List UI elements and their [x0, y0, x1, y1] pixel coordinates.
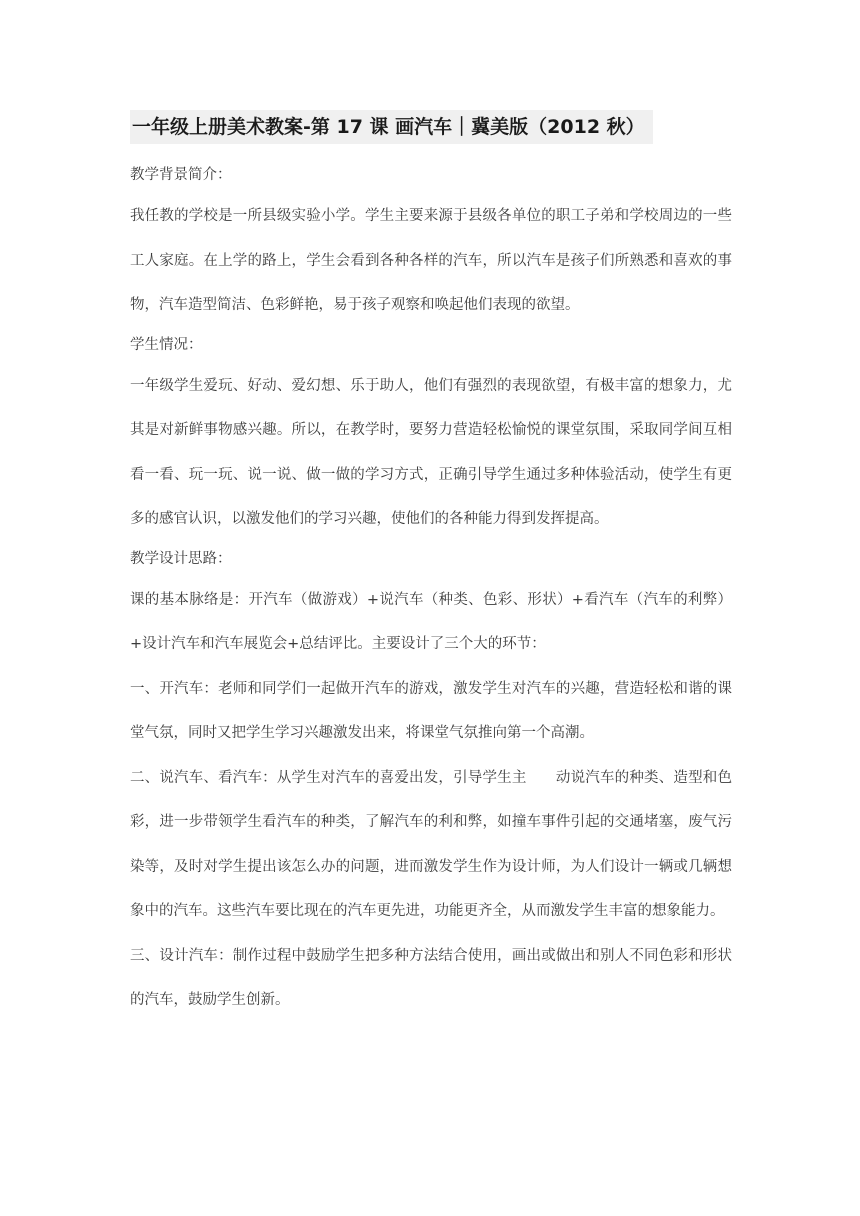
paragraph-design-outline: 课的基本脉络是：开汽车（做游戏）+说汽车（种类、色彩、形状）+看汽车（汽车的利弊）+设计汽车和汽车展览会+总结评比。主要设计了三个大的环节： — [130, 591, 732, 652]
paragraph-step-three: 三、设计汽车：制作过程中鼓励学生把多种方法结合使用，画出或做出和别人不同色彩和形状的汽车，鼓励学生创新。 — [130, 947, 732, 1008]
section-label-background: 教学背景简介： — [130, 167, 232, 183]
paragraph-step-one: 一、开汽车：老师和同学们一起做开汽车的游戏，激发学生对汽车的兴趣，营造轻松和谐的课堂气氛，同时又把学生学习兴趣激发出来，将课堂气氛推向第一个高潮。 — [130, 680, 732, 741]
paragraph-students: 一年级学生爱玩、好动、爱幻想、乐于助人，他们有强烈的表现欲望，有极丰富的想象力，尤其是对新鲜事物感兴趣。所以，在教学时，要努力营造轻松愉悦的课堂氛围，采取同学间互相看一看、玩一玩、说一说、做一做的学习方式，正确引导学生通过多种体验活动，使学生有更多的感官认识，以激发他们的学习兴趣，使他们的各种能力得到发挥提高。 — [130, 377, 732, 527]
paragraph-step-two: 二、说汽车、看汽车：从学生对汽车的喜爱出发，引导学生主 动说汽车的种类、造型和色彩，进一步带领学生看汽车的种类，了解汽车的利和弊，如撞车事件引起的交通堵塞，废气污染等，及时对学生提出该怎么办的问题，进而激发学生作为设计师，为人们设计一辆或几辆想象中的汽车。这些汽车要比现在的汽车更先进，功能更齐全，从而激发学生丰富的想象能力。 — [130, 769, 732, 919]
document-page — [130, 110, 732, 1023]
section-label-design: 教学设计思路： — [130, 550, 232, 567]
paragraph-background: 我任教的学校是一所县级实验小学。学生主要来源于县级各单位的职工子弟和学校周边的一些工人家庭。在上学的路上，学生会看到各种各样的汽车，所以汽车是孩子们所熟悉和喜欢的事物，汽车造型简洁、色彩鲜艳，易于孩子观察和唤起他们表现的欲望。 — [130, 208, 732, 313]
document-title: 一年级上册美术教案-第 17 课 画汽车｜冀美版（2012 秋） — [130, 110, 653, 144]
section-label-students: 学生情况： — [130, 336, 203, 353]
